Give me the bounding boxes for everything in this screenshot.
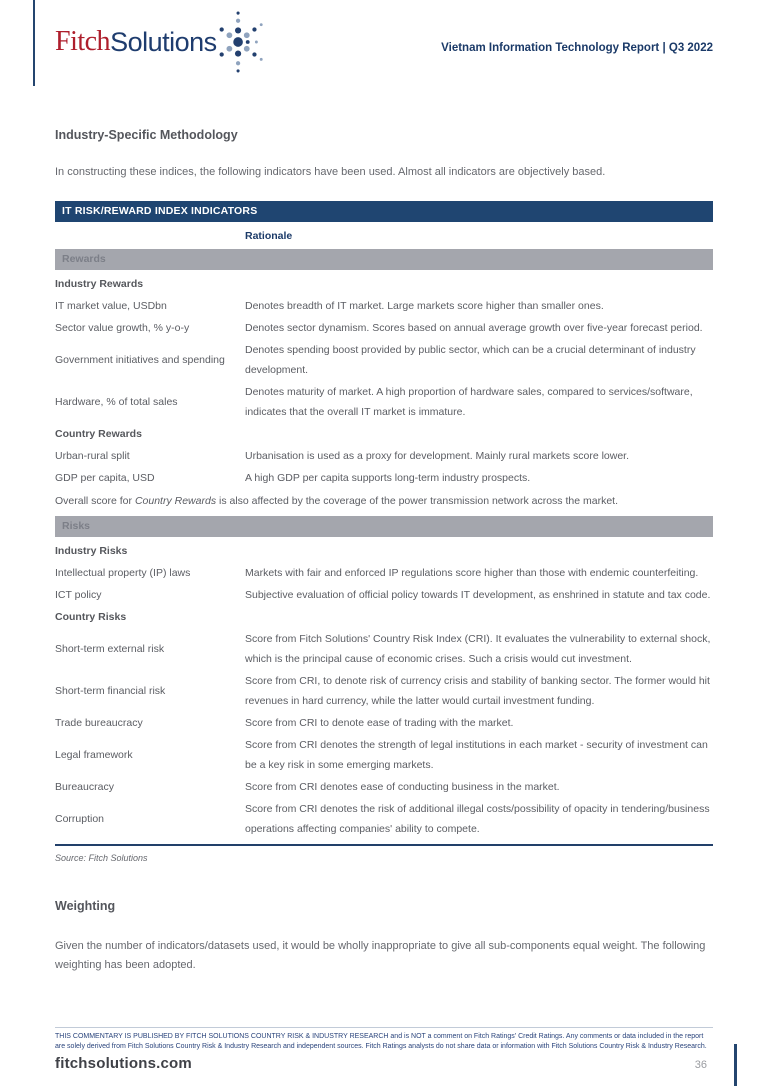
rationale-cell: Denotes maturity of market. A high proportion of hardware sales, compared to services/software, indicates that the overall IT market is immature.: [245, 386, 693, 418]
top-left-accent-rule: [33, 0, 35, 86]
indicator-cell: Hardware, % of total sales: [55, 396, 178, 408]
rationale-cell: Markets with fair and enforced IP regulations score higher than those with endemic counterfeiting.: [245, 567, 699, 579]
logo-solutions-text: Solutions: [110, 26, 217, 57]
report-title: Vietnam Information Technology Report | Q3 2022: [441, 42, 713, 54]
table-row: [55, 317, 713, 339]
table-section-bar: Risks: [55, 516, 713, 537]
indicator-cell: Short-term financial risk: [55, 685, 166, 697]
rationale-cell: Score from CRI denotes ease of conducting business in the market.: [245, 781, 560, 793]
rationale-cell: Score from CRI to denote ease of trading with the market.: [245, 717, 514, 729]
rationale-cell: Urbanisation is used as a proxy for development. Mainly rural markets score lower.: [245, 450, 629, 462]
indicators-table-body: [55, 249, 713, 846]
indicator-cell: IT market value, USDbn: [55, 300, 167, 312]
disclaimer-text: THIS COMMENTARY IS PUBLISHED BY FITCH SOLUTIONS COUNTRY RISK & INDUSTRY RESEARCH and is NOT a comment on Fitch Ratings' Credit Ratings. Any comments or data included in the report are solely derived from Fitch Solutions Country Risk & Industry Research and independent sources. Fitch Ratings analysts do not share data or information with Fitch Solutions Country Risk & Industry Research.: [55, 1027, 713, 1052]
rationale-cell: Score from Fitch Solutions' Country Risk Index (CRI). It evaluates the vulnerability to external shock, which is the principal cause of economic crises. Such a crisis would cut investment.: [245, 633, 711, 665]
table-row: [55, 445, 713, 467]
table-section-bar: Rewards: [55, 249, 713, 270]
table-note-row: Overall score for Country Rewards is also affected by the coverage of the power transmission network across the market.: [55, 495, 618, 507]
logo-fitch-text: Fitch: [55, 26, 111, 57]
indicator-cell: Short-term external risk: [55, 643, 165, 655]
table-row: [55, 584, 713, 606]
weighting-paragraph: Given the number of indicators/datasets used, it would be wholly inappropriate to give all sub-components equal weight. The following weighting has been adopted.: [55, 940, 706, 971]
indicator-cell: GDP per capita, USD: [55, 472, 155, 484]
indicator-cell: ICT policy: [55, 589, 102, 601]
rationale-cell: Score from CRI denotes the strength of legal institutions in each market - security of investment can be a key risk in some emerging markets.: [245, 739, 708, 771]
table-row: [55, 295, 713, 317]
rationale-cell: Score from CRI denotes the risk of additional illegal costs/possibility of opacity in tendering/business operations affecting companies' ability to compete.: [245, 803, 710, 835]
rationale-cell: Subjective evaluation of official policy towards IT development, as enshrined in statute and tax code.: [245, 589, 711, 601]
indicator-cell: Government initiatives and spending: [55, 354, 225, 366]
section-title-methodology: Industry-Specific Methodology: [55, 128, 238, 142]
footer-website: fitchsolutions.com: [55, 1055, 192, 1072]
table-row: [55, 628, 713, 670]
indicator-cell: Trade bureaucracy: [55, 717, 143, 729]
table-row: [55, 467, 713, 489]
intro-paragraph: In constructing these indices, the following indicators have been used. Almost all indicators are objectively based.: [55, 166, 606, 178]
table-row: [55, 381, 713, 423]
indicator-cell: Bureaucracy: [55, 781, 114, 793]
page-header: [0, 0, 768, 76]
footer-row: [55, 1055, 713, 1072]
table-row: [55, 339, 713, 381]
table-row: [55, 734, 713, 776]
starburst-icon: [213, 9, 267, 80]
indicator-cell: Legal framework: [55, 749, 133, 761]
table-subheading: Country Rewards: [55, 428, 142, 440]
table-row: [55, 776, 713, 798]
table-subheading: Country Risks: [55, 611, 127, 623]
rationale-cell: Score from CRI, to denote risk of currency crisis and stability of banking sector. The former would hit revenues in hard currency, while the latter would curtail investment funding.: [245, 675, 710, 707]
table-row: [55, 712, 713, 734]
fitch-solutions-logo: [55, 5, 267, 80]
indicators-table: [55, 201, 713, 846]
table-subheading: Industry Risks: [55, 545, 128, 557]
indicator-cell: Corruption: [55, 813, 105, 825]
page-footer: [0, 1027, 768, 1086]
table-row: [55, 562, 713, 584]
table-row: [55, 798, 713, 840]
indicator-cell: Sector value growth, % y-o-y: [55, 322, 190, 334]
page-number: 36: [694, 1059, 707, 1071]
rationale-column-header: Rationale: [245, 230, 293, 242]
table-source-note: Source: Fitch Solutions: [55, 853, 148, 863]
rationale-cell: A high GDP per capita supports long-term industry prospects.: [245, 472, 531, 484]
table-row: [55, 670, 713, 712]
rationale-cell: Denotes spending boost provided by public sector, which can be a crucial determinant of industry development.: [245, 344, 696, 376]
indicator-cell: Urban-rural split: [55, 450, 130, 462]
section-title-weighting: Weighting: [55, 899, 116, 913]
rationale-cell: Denotes sector dynamism. Scores based on annual average growth over five-year forecast period.: [245, 322, 703, 334]
table-subheading: Industry Rewards: [55, 278, 144, 290]
rationale-cell: Denotes breadth of IT market. Large markets score higher than smaller ones.: [245, 300, 604, 312]
indicator-cell: Intellectual property (IP) laws: [55, 567, 191, 579]
table-title-bar: IT RISK/REWARD INDEX INDICATORS: [55, 201, 713, 222]
